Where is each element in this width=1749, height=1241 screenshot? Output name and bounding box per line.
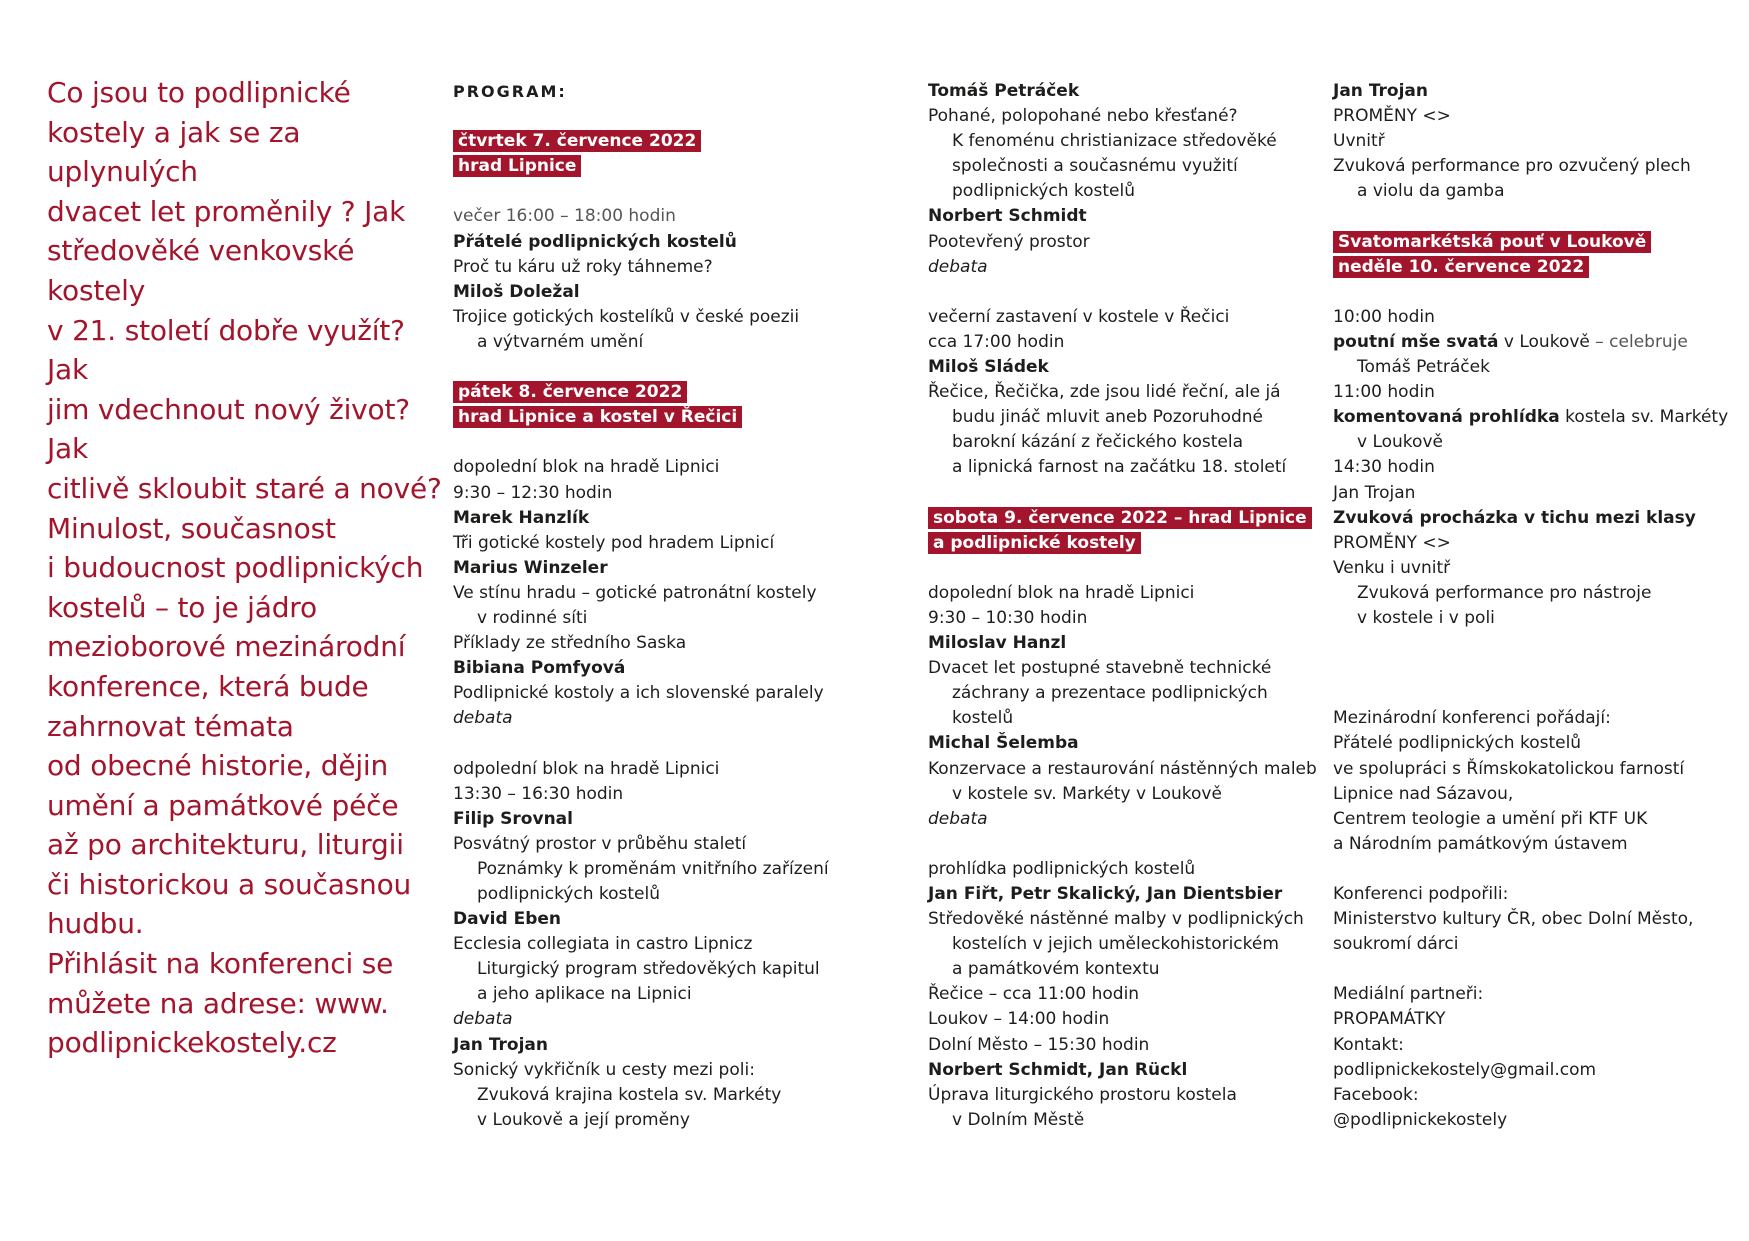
tour-place-cont: v Loukově — [1357, 432, 1443, 453]
session-block: dopolední blok na hradě Lipnici — [453, 457, 720, 478]
speaker-name: Norbert Schmidt — [928, 206, 1087, 227]
performance-title: Zvuková procházka v tichu mezi klasy — [1333, 507, 1696, 528]
performance-subtitle: Uvnitř — [1333, 131, 1385, 152]
tour-stop: Dolní Město – 15:30 hodin — [928, 1034, 1150, 1055]
speaker-name: Norbert Schmidt, Jan Rückl — [928, 1059, 1188, 1080]
intro-line: dvacet let proměnily ? Jak — [47, 194, 406, 228]
talk-title: Pohané, polopohané nebo křesťané? — [928, 106, 1238, 127]
intro-line: můžete na adrese: www. — [47, 986, 389, 1020]
talk-title: Středověké nástěnné malby v podlipnických — [928, 909, 1304, 930]
talk-subtitle: Poznámky k proměnám vnitřního zařízení — [477, 858, 829, 879]
performance-subtitle: PROMĚNY <> — [1333, 532, 1451, 553]
talk-title-cont: v Dolním Městě — [952, 1109, 1085, 1130]
day-header-saturday: sobota 9. července 2022 – hrad Lipnice — [928, 507, 1312, 529]
talk-title-cont: a výtvarném umění — [477, 331, 644, 352]
performance-desc: Zvuková performance pro nástroje — [1357, 582, 1652, 603]
intro-line: i budoucnost podlipnických — [47, 551, 424, 585]
intro-line: citlivě skloubit staré a nové? — [47, 471, 442, 505]
supporters-heading: Konferenci podpořili: — [1333, 884, 1509, 904]
speaker-name: David Eben — [453, 909, 561, 930]
event-header-pilgrimage: Svatomarkétská pouť v Loukově — [1333, 231, 1651, 253]
day-header-sunday: neděle 10. července 2022 — [1333, 256, 1589, 278]
talk-title-cont: a lipnická farnost na začátku 18. století — [952, 457, 1287, 478]
intro-line: středověké venkovské kostely — [47, 234, 355, 307]
supporter: Ministerstvo kultury ČR, obec Dolní Město, — [1333, 909, 1694, 930]
session-time: 13:30 – 16:30 hodin — [453, 783, 624, 804]
session-block: večerní zastavení v kostele v Řečici — [928, 306, 1230, 327]
session-time: 9:30 – 10:30 hodin — [928, 607, 1088, 628]
talk-title-cont: kostelů — [952, 708, 1014, 729]
talk-subtitle-cont: společnosti a současnému využití — [952, 156, 1238, 177]
speaker-name: Filip Srovnal — [453, 808, 573, 829]
organizer: Přátelé podlipnických kostelů — [1333, 733, 1582, 754]
intro-line: od obecné historie, dějin — [47, 749, 389, 783]
speaker-name: Miloslav Hanzl — [928, 633, 1067, 654]
intro-line: zahrnovat témata — [47, 709, 294, 743]
talk-subtitle-cont: podlipnických kostelů — [477, 884, 661, 904]
facebook-handle: @podlipnickekostely — [1333, 1109, 1508, 1130]
venue-header-friday: hrad Lipnice a kostel v Řečici — [453, 406, 742, 428]
speaker-name: Bibiana Pomfyová — [453, 658, 626, 679]
mass-label: poutní mše svatá — [1333, 331, 1499, 352]
talk-title: Posvátný prostor v průběhu staletí — [453, 833, 747, 854]
intro-line: umění a památkové péče — [47, 788, 399, 822]
talk-title-cont: budu jináč mluvit aneb Pozoruhodné — [952, 407, 1264, 428]
organizer: Centrem teologie a umění při KTF UK — [1333, 808, 1648, 829]
performer-name: Jan Trojan — [1333, 482, 1416, 503]
talk-subtitle: Zvuková krajina kostela sv. Markéty — [477, 1084, 782, 1105]
talk-subtitle-cont: a jeho aplikace na Lipnici — [477, 984, 692, 1005]
media-partner: PROPAMÁTKY — [1333, 1009, 1446, 1030]
speaker-name: Marius Winzeler — [453, 557, 608, 578]
talk-title: Ve stínu hradu – gotické patronátní kostely — [453, 582, 817, 603]
intro-line: kostelů – to je jádro — [47, 590, 317, 624]
intro-line: podlipnickekostely.cz — [47, 1026, 337, 1060]
talk-title: Řečice, Řečička, zde jsou lidé řeční, ale já — [928, 382, 1281, 403]
mass-line — [1333, 330, 1743, 355]
intro-line: kostely a jak se za uplynulých — [47, 115, 301, 189]
talk-subtitle-cont: v Loukově a její proměny — [477, 1109, 690, 1130]
celebrant-name: Tomáš Petráček — [1357, 357, 1490, 378]
program-heading: PROGRAM: — [453, 82, 567, 101]
tour-line — [1333, 405, 1743, 430]
talk-title-cont: barokní kázání z řečického kostela — [952, 432, 1244, 453]
talk-title: Pootevřený prostor — [928, 231, 1090, 252]
speaker-name: Tomáš Petráček — [928, 81, 1080, 101]
talk-title: Podlipnické kostoly a ich slovenské paralely — [453, 683, 824, 704]
speaker-name: Miloš Doležal — [453, 281, 580, 302]
session-time: 11:00 hodin — [1333, 382, 1435, 403]
intro-line: hudbu. — [47, 907, 144, 941]
facebook-heading: Facebook: — [1333, 1084, 1419, 1105]
intro-line: mezioborové mezinárodní — [47, 630, 406, 664]
debate-label: debata — [453, 1009, 513, 1030]
session-block: odpolední blok na hradě Lipnici — [453, 758, 720, 779]
speaker-name: Jan Trojan — [453, 1034, 549, 1055]
session-time: 9:30 – 12:30 hodin — [453, 482, 613, 503]
talk-title: Trojice gotických kostelíků v české poezii — [453, 306, 800, 327]
venue-header-thursday: hrad Lipnice — [453, 155, 581, 177]
speaker-name: Marek Hanzlík — [453, 507, 590, 528]
session-time: 14:30 hodin — [1333, 457, 1435, 478]
program-column-3 — [1333, 79, 1743, 1133]
media-partners-heading: Mediální partneři: — [1333, 984, 1484, 1005]
talk-subtitle: Liturgický program středověkých kapitul — [477, 959, 820, 980]
speaker-name: Michal Šelemba — [928, 733, 1079, 754]
speaker-name: Jan Fiřt, Petr Skalický, Jan Dientsbier — [928, 884, 1283, 904]
performance-desc-cont: a violu da gamba — [1357, 181, 1505, 202]
speaker-name: Miloš Sládek — [928, 357, 1049, 378]
contact-heading: Kontakt: — [1333, 1034, 1404, 1055]
supporter: soukromí dárci — [1333, 934, 1459, 955]
session-time: 10:00 hodin — [1333, 306, 1435, 327]
talk-title: Dvacet let postupné stavebně technické — [928, 658, 1272, 679]
talk-title: Ecclesia collegiata in castro Lipnicz — [453, 934, 753, 955]
intro-line: Co jsou to podlipnické — [47, 76, 351, 109]
intro-line: konference, která bude — [47, 669, 369, 703]
session-time: cca 17:00 hodin — [928, 331, 1065, 352]
debate-label: debata — [453, 708, 513, 729]
talk-title-cont: v rodinné síti — [477, 607, 588, 628]
speaker-name: Přátelé podlipnických kostelů — [453, 231, 737, 252]
talk-title: Úprava liturgického prostoru kostela — [928, 1084, 1237, 1105]
talk-title-cont: v kostele sv. Markéty v Loukově — [952, 783, 1222, 804]
talk-subtitle-cont: podlipnických kostelů — [952, 181, 1136, 202]
organizer: Lipnice nad Sázavou, — [1333, 783, 1514, 804]
talk-title-cont: a památkovém kontextu — [952, 959, 1160, 980]
intro-line: jim vdechnout nový život? Jak — [47, 392, 410, 466]
talk-title: Konzervace a restaurování nástěnných maleb — [928, 758, 1317, 779]
tour-stop: Řečice – cca 11:00 hodin — [928, 984, 1140, 1005]
session-time: večer 16:00 – 18:00 hodin — [453, 206, 676, 227]
organizers-heading: Mezinárodní konferenci pořádají: — [1333, 708, 1611, 729]
intro-line: či historickou a současnou — [47, 867, 412, 901]
organizer: ve spolupráci s Římskokatolickou farností — [1333, 758, 1685, 779]
performance-title: PROMĚNY <> — [1333, 106, 1451, 127]
program-column-1 — [453, 79, 853, 1133]
talk-title-cont: záchrany a prezentace podlipnických — [952, 683, 1268, 704]
mass-place: v Loukově — [1498, 331, 1590, 352]
debate-label: debata — [928, 808, 988, 829]
intro-text — [47, 73, 447, 1063]
talk-title: Tři gotické kostely pod hradem Lipnicí — [453, 532, 775, 553]
intro-line: v 21. století dobře využít? Jak — [47, 313, 405, 387]
mass-celebrant-label: – celebruje — [1589, 331, 1688, 352]
session-block: dopolední blok na hradě Lipnici — [928, 582, 1195, 603]
intro-line: Přihlásit na konferenci se — [47, 947, 394, 981]
performance-desc-cont: v kostele i v poli — [1357, 607, 1495, 628]
program-column-2 — [928, 79, 1328, 1133]
day-header-thursday: čtvrtek 7. července 2022 — [453, 130, 701, 152]
organizer: a Národním památkovým ústavem — [1333, 833, 1628, 854]
session-block: prohlídka podlipnických kostelů — [928, 858, 1196, 879]
tour-label: komentovaná prohlídka — [1333, 407, 1560, 428]
talk-title: Proč tu káru už roky táhneme? — [453, 256, 713, 277]
intro-line: až po architekturu, liturgii — [47, 828, 404, 862]
venue-header-saturday: a podlipnické kostely — [928, 532, 1141, 554]
speaker-name: Jan Trojan — [1333, 81, 1429, 101]
tour-place: kostela sv. Markéty — [1559, 407, 1729, 428]
tour-stop: Loukov – 14:00 hodin — [928, 1009, 1110, 1030]
talk-title: Sonický vykřičník u cesty mezi poli: — [453, 1059, 755, 1080]
debate-label: debata — [928, 256, 988, 277]
talk-title-cont: kostelích v jejich uměleckohistorickém — [952, 934, 1279, 955]
intro-line: Minulost, současnost — [47, 511, 336, 545]
talk-subtitle: Příklady ze středního Saska — [453, 633, 687, 654]
talk-subtitle: K fenoménu christianizace středověké — [952, 131, 1277, 152]
performance-desc: Zvuková performance pro ozvučený plech — [1333, 156, 1691, 177]
contact-email: podlipnickekostely@gmail.com — [1333, 1059, 1597, 1080]
day-header-friday: pátek 8. července 2022 — [453, 381, 687, 403]
performance-subtitle: Venku i uvnitř — [1333, 557, 1451, 578]
